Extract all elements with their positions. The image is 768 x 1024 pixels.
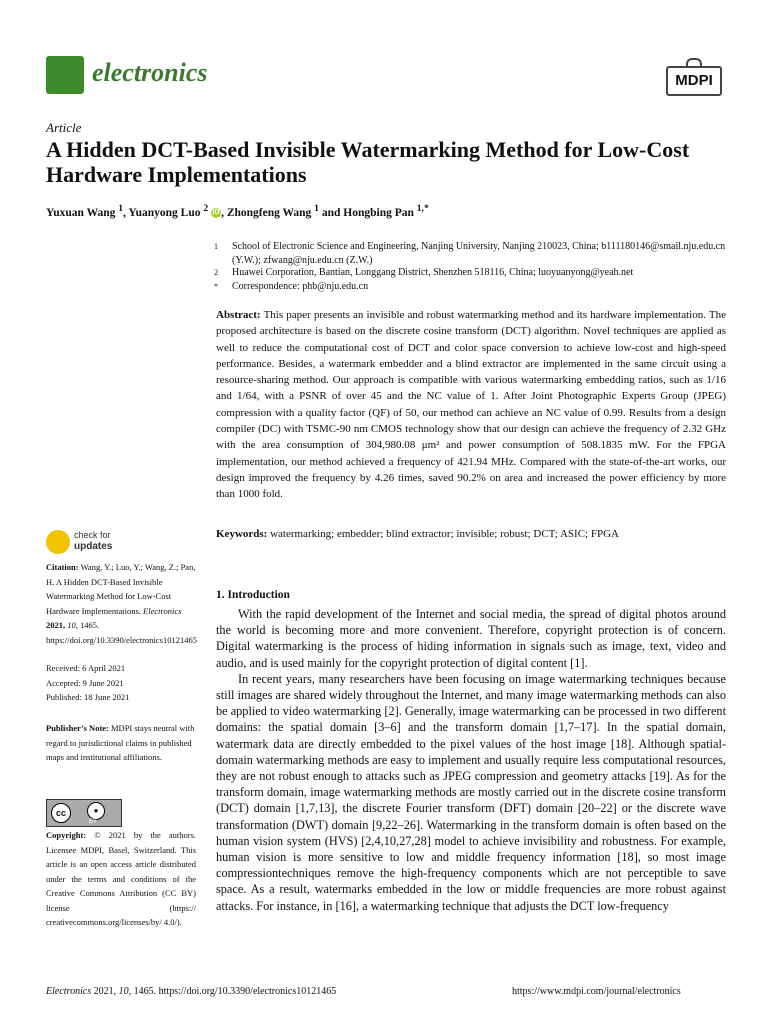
copyright-label: Copyright: bbox=[46, 830, 87, 840]
author-sup: 2 bbox=[203, 203, 209, 214]
correspondence bbox=[216, 280, 726, 294]
footer-journal: Electronics bbox=[46, 986, 92, 997]
author-name: Zhongfeng Wang bbox=[226, 206, 312, 219]
person-icon: ● bbox=[87, 802, 105, 820]
author-sup: 1 bbox=[118, 203, 124, 214]
copyright-block bbox=[46, 828, 196, 930]
check-updates-link[interactable] bbox=[74, 530, 112, 552]
author-name: Yuanyong Luo bbox=[128, 206, 201, 219]
affiliation-text: Correspondence: phb@nju.edu.cn bbox=[232, 281, 369, 292]
footer-volume: 10 bbox=[118, 986, 129, 997]
dates-block bbox=[46, 661, 196, 705]
author-list bbox=[46, 203, 726, 219]
paragraph: With the rapid development of the Internet and social media, the spread of digital photos around the world is becoming more and more convenient. Therefore, copyright protection is of concern. Digital watermarking is the process of hiding information in signals such as image, text, video and audio, and is used mainly for the copyright protection of digital content [1]. bbox=[216, 607, 726, 670]
citation-volume: 10, bbox=[65, 620, 78, 630]
citation-year: 2021, bbox=[46, 620, 66, 630]
publisher-note bbox=[46, 721, 196, 765]
cc-by-license-badge[interactable] bbox=[46, 799, 122, 827]
affiliation-text: School of Electronic Science and Engineering, Nanjing University, Nanjing 210023, China; b111180146@smail.nju.edu.cn (Y.W.); zfwang@nju.edu.cn (Z.W.) bbox=[232, 241, 726, 266]
cc-icon: cc bbox=[51, 803, 71, 823]
published-date: Published: 18 June 2021 bbox=[46, 692, 130, 702]
keywords-label: Keywords: bbox=[216, 528, 268, 540]
author-name: Hongbing Pan bbox=[343, 206, 414, 219]
keywords-text: watermarking; embedder; blind extractor; invisible; robust; DCT; ASIC; FPGA bbox=[270, 528, 619, 540]
abstract-text: This paper presents an invisible and robust watermarking method and its hardware implementation. The proposed architecture is based on the discrete cosine transform (DCT) algorithm. Novel techniques are applied as well to reduce the computational cost of DCT and color space conversion to achieve low-cost and high-speed performance. Besides, a watermark embedder and a blind extractor are implemented in the same circuit using a resource-sharing method. Our approach is compatible with various watermarking embedding ratios, such as 1/16 and 1/64, with a PSNR of over 45 and the NC value of 1. After Joint Photographic Experts Group (JPEG) compression with a quality factor (QF) of 50, our method can achieve an NC value of 0.99. Results from a design compiler (DC) with TSMC-90 nm CMOS technology show that our design can achieve the frequency of 2.32 GHz with the area consumption of 304,980.08 μm² and power consumption of 508.1835 mW. For the FPGA implementation, our method achieved a frequency of 421.94 MHz. Compared with the state-of-the-art works, our design improved the frequency by 4.26 times, saved 90.2% on area and increased the power efficiency by more than 1000 fold. bbox=[216, 309, 726, 501]
footer-url[interactable]: https://www.mdpi.com/journal/electronics bbox=[512, 986, 681, 997]
accepted-date: Accepted: 9 June 2021 bbox=[46, 677, 124, 688]
journal-name: electronics bbox=[92, 58, 208, 87]
footer-year: 2021, bbox=[91, 986, 119, 997]
author-sep: and bbox=[318, 206, 344, 219]
paragraph: In recent years, many researchers have been focusing on image watermarking techniques because still images are shared widely throughout the Internet, and many image watermarking methods can also be applied to video watermarking [2]. Generally, image watermarking can be processed in two different domains: the spatial domain [3–6] and the transform domain [1,7–17]. In the spatial domain, watermark data are directly embedded to the pixel values of the host image [18]. Although spatial-domain watermarking methods are easy to implement and usually require less computational resources, they are not robust enough to attacks such as JPEG compression and geometry attacks [19]. As for the transform domain, image watermarking methods are mostly carried out in the discrete cosine transform (DCT) domain [1,7,13], the discrete Fourier transform (DFT) domain [20–22] or the discrete wave transformation (DWT) domain [9,22–26]. Watermarking in the transform domain is often based on the human vision system (HVS) [2,4,10,27,28] model to achieve invisibility and robustness. For example, human vision is more sensitive to low and middle frequency information [18], so most image compressiontechniques remove the high-frequency components which are not perceptible to save space. As a result, watermarks embedded in the low or middle frequencies are more robust against attacks. For instance, in [16], a watermarking technique that adjusts the DCT low-frequency bbox=[216, 671, 726, 913]
journal-logo bbox=[46, 56, 84, 94]
copyright-text: © 2021 by the authors. Licensee MDPI, Basel, Switzerland. This article is an open access article distributed under the terms and conditions of the Creative Commons Attribution (CC BY) license (https:// creativecommons.org/licenses/by/ 4.0/). bbox=[46, 830, 196, 927]
orcid-icon[interactable]: iD bbox=[212, 209, 220, 217]
citation-block bbox=[46, 560, 196, 647]
affiliation-number: * bbox=[214, 282, 218, 291]
received-date: Received: 6 April 2021 bbox=[46, 663, 126, 673]
citation-text: Wang, Y.; Luo, Y.; Wang, Z.; Pan, H. A Hidden DCT-Based Invisible Watermarking Method for Low-Cost Hardware Implementations. bbox=[46, 562, 196, 616]
publisher-note-text: MDPI stays neutral with regard to jurisdictional claims in published maps and institutional affiliations. bbox=[46, 723, 195, 762]
abstract bbox=[216, 307, 726, 503]
check-updates-line1: check for bbox=[74, 530, 111, 540]
body-text bbox=[216, 606, 726, 914]
citation-label: Citation: bbox=[46, 562, 79, 572]
author-sup: 1 bbox=[314, 203, 319, 214]
abstract-label: Abstract: bbox=[216, 309, 261, 321]
publisher-note-label: Publisher’s Note: bbox=[46, 723, 109, 733]
citation-journal: Electronics bbox=[143, 605, 182, 616]
citation-doi[interactable]: 1465. https://doi.org/10.3390/electronics10121465 bbox=[46, 620, 197, 645]
affiliation bbox=[216, 240, 726, 268]
mdpi-logo: MDPI bbox=[666, 66, 722, 96]
page-title: A Hidden DCT-Based Invisible Watermarking Method for Low-Cost Hardware Implementations bbox=[46, 137, 690, 187]
affiliation-number: 2 bbox=[214, 268, 218, 277]
by-label: BY bbox=[89, 819, 98, 825]
keywords bbox=[216, 528, 726, 540]
author-name: Yuxuan Wang bbox=[46, 206, 116, 219]
author-sep: , bbox=[123, 206, 129, 219]
check-updates-icon[interactable] bbox=[46, 530, 70, 554]
check-updates-line2: updates bbox=[74, 541, 113, 552]
section-heading: 1. Introduction bbox=[216, 589, 290, 601]
footer-citation bbox=[46, 986, 336, 997]
affiliation-text: Huawei Corporation, Bantian, Longgang District, Shenzhen 518116, China; luoyuanyong@yeah.net bbox=[232, 267, 634, 278]
affiliation bbox=[216, 266, 726, 280]
article-type: Article bbox=[46, 120, 82, 135]
author-sup: 1,* bbox=[416, 203, 429, 214]
author-sep: , bbox=[221, 206, 227, 219]
footer-doi[interactable]: , 1465. https://doi.org/10.3390/electronics10121465 bbox=[128, 986, 337, 997]
affiliation-number: 1 bbox=[214, 242, 218, 251]
